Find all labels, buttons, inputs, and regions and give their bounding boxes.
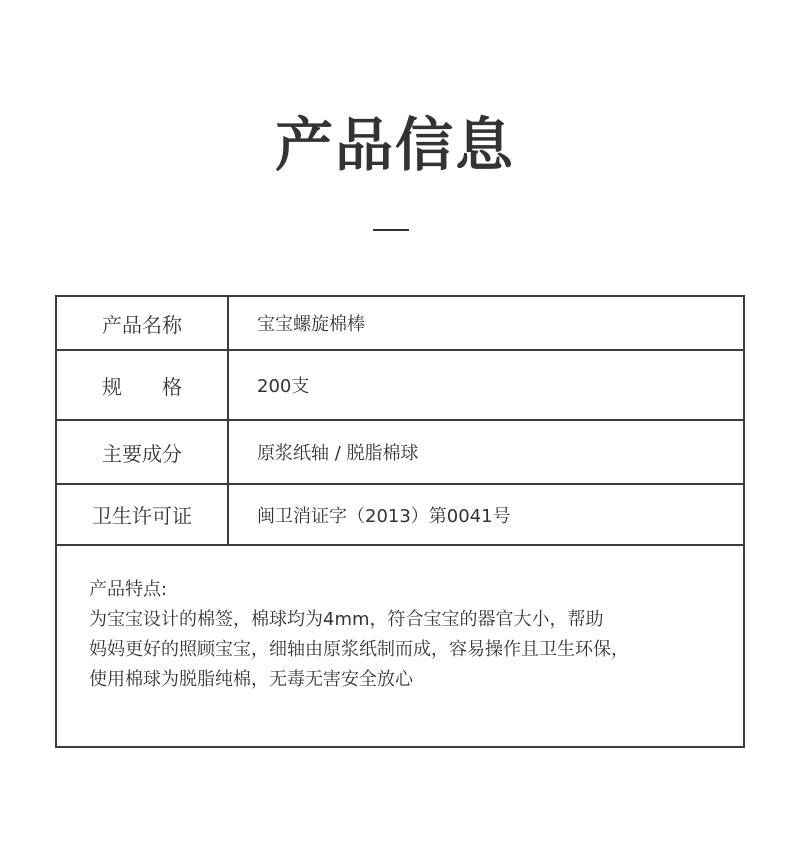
- product-features: [89, 575, 729, 695]
- row-label: 卫生许可证: [57, 485, 229, 544]
- page-title: 产品信息: [274, 111, 515, 179]
- row-label: 规 格: [57, 351, 229, 419]
- row-value: 宝宝螺旋棉棒: [257, 314, 365, 335]
- features-heading: 产品特点:: [89, 579, 168, 600]
- table-row-spec: [57, 351, 743, 421]
- row-label: 产品名称: [57, 297, 229, 349]
- row-value: 200支: [257, 376, 310, 397]
- row-label: 主要成分: [57, 421, 229, 483]
- table-row-ingredients: [57, 421, 743, 485]
- features-line: 为宝宝设计的棉签，棉球均为4mm，符合宝宝的器官大小，帮助: [89, 609, 604, 630]
- product-info-table: [55, 295, 745, 748]
- table-row-product-name: [57, 297, 743, 351]
- title-divider: [373, 229, 409, 231]
- row-value: 闽卫消证字（2013）第0041号: [257, 505, 511, 527]
- table-row-license: [57, 485, 743, 546]
- row-value: 原浆纸轴 / 脱脂棉球: [257, 443, 419, 464]
- features-line: 使用棉球为脱脂纯棉，无毒无害安全放心: [89, 669, 413, 690]
- features-line: 妈妈更好的照顾宝宝，细轴由原浆纸制而成，容易操作且卫生环保，: [89, 639, 629, 660]
